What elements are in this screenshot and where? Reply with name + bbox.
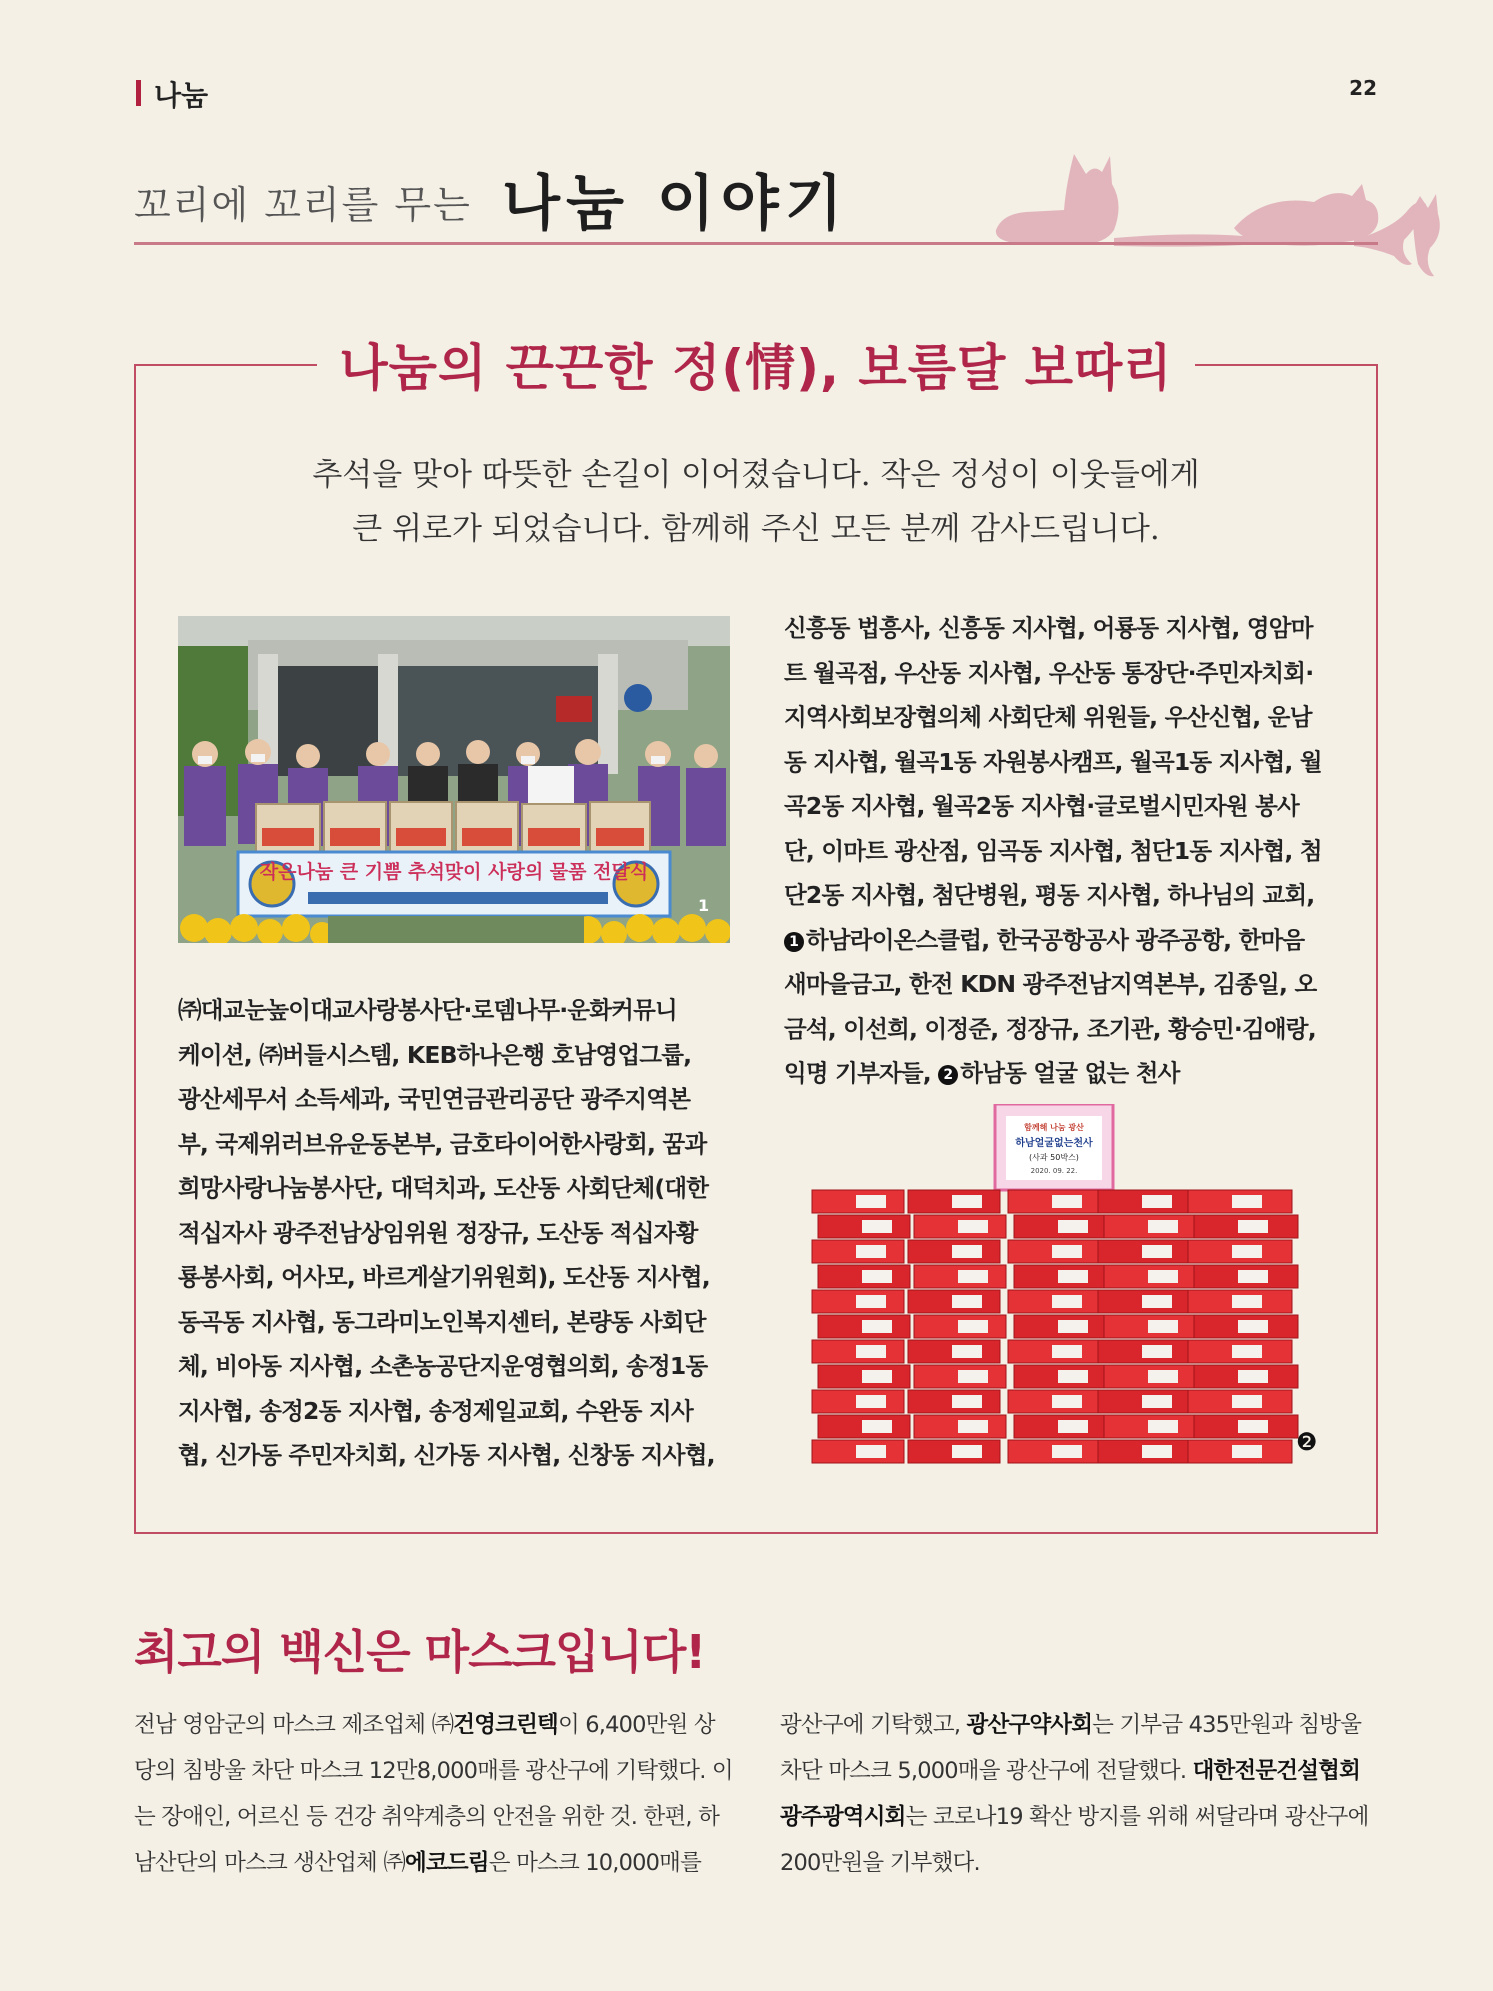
sign-line: 하남얼굴없는천사 — [1015, 1138, 1093, 1149]
donor-line — [784, 1051, 1340, 1096]
page-number: 22 — [1349, 76, 1377, 100]
article2-paragraph-right — [780, 1702, 1380, 1886]
apple-box — [908, 1440, 1000, 1463]
apple-box — [1014, 1265, 1106, 1288]
series-rule — [134, 242, 1378, 245]
apple-box — [812, 1390, 904, 1413]
apple-box — [908, 1290, 1000, 1313]
apple-box — [1008, 1440, 1100, 1463]
donor-line: 협, 신가동 주민자치회, 신가동 지사협, 신창동 지사협, — [178, 1441, 715, 1469]
photo-apple-boxes — [810, 1104, 1300, 1480]
apple-box — [1098, 1390, 1190, 1413]
apple-box — [1104, 1215, 1196, 1238]
intro-line-1: 추석을 맞아 따뜻한 손길이 이어졌습니다. 작은 정성이 이웃들에게 — [312, 457, 1200, 493]
article1-title: 나눔의 끈끈한 정(情), 보름달 보따리 — [317, 328, 1194, 400]
apple-box — [914, 1265, 1006, 1288]
apple-box — [908, 1390, 1000, 1413]
apple-box — [1014, 1315, 1106, 1338]
apple-box — [1188, 1390, 1292, 1413]
donor-list-right — [784, 606, 1340, 1096]
apple-box — [812, 1190, 904, 1213]
apple-box — [1194, 1415, 1298, 1438]
apple-box — [818, 1265, 910, 1288]
banner-text: 작은나눔 큰 기쁨 추석맞이 사랑의 물품 전달식 — [259, 861, 649, 883]
donor-line: 지사협, 송정2동 지사협, 송정제일교회, 수완동 지사 — [178, 1396, 693, 1425]
apple-box — [818, 1415, 910, 1438]
series-header — [134, 156, 1378, 286]
donor-list-left — [178, 988, 738, 1478]
article1-title-wrap — [136, 328, 1376, 400]
apple-box — [914, 1215, 1006, 1238]
apple-box — [1194, 1315, 1298, 1338]
apple-box — [1008, 1290, 1100, 1313]
apple-boxes-image — [810, 1104, 1300, 1480]
article1-intro — [136, 448, 1376, 556]
para-bold: 대한전문건설협회 광주광역시회 — [780, 1758, 1361, 1830]
apple-box — [1194, 1215, 1298, 1238]
apple-box — [1188, 1190, 1292, 1213]
section-bar-icon — [136, 80, 141, 106]
apple-box — [908, 1340, 1000, 1363]
circled-number-icon: 2 — [938, 1065, 958, 1085]
apple-box — [1008, 1240, 1100, 1263]
apple-box — [818, 1365, 910, 1388]
donor-line-text: 익명 기부자들, — [784, 1059, 939, 1087]
apple-box — [1104, 1315, 1196, 1338]
ceremony-photo-image — [178, 616, 730, 943]
para-text: 이 6,400만원 상당의 침방울 차단 마스크 12만8,000매를 광산구에 기탁했다. 이는 장애인, 어르신 등 건강 취약계층의 안전을 위한 것. 한편, 하남산단의 마스크 생산업체 ㈜ — [134, 1712, 733, 1876]
apple-box — [1098, 1190, 1190, 1213]
apple-box — [908, 1190, 1000, 1213]
apple-box — [1098, 1340, 1190, 1363]
intro-line-2: 큰 위로가 되었습니다. 함께해 주신 모든 분께 감사드립니다. — [352, 511, 1160, 547]
donor-line: 단2동 지사협, 첨단병원, 평동 지사협, 하나님의 교회, — [784, 881, 1315, 909]
apple-box — [1104, 1365, 1196, 1388]
section-label: 나눔 — [154, 79, 209, 112]
para-bold: 광산구약사회 — [966, 1712, 1093, 1738]
apple-box — [1008, 1340, 1100, 1363]
photo1-number: 1 — [698, 896, 710, 915]
donor-line-text: 하남동 얼굴 없는 천사 — [960, 1059, 1180, 1087]
apple-box — [914, 1315, 1006, 1338]
apple-box — [1188, 1240, 1292, 1263]
donor-line: 지역사회보장협의체 사회단체 위원들, 우산신협, 운남 — [784, 703, 1312, 731]
para-text: 는 기부금 435만원과 침방울 차단 마스크 5,000매을 광산구에 전달했다. — [780, 1712, 1362, 1784]
para-bold: 건영크린텍 — [453, 1712, 558, 1738]
article2-title: 최고의 백신은 마스크입니다! — [134, 1625, 706, 1679]
apple-box — [1188, 1340, 1292, 1363]
article2-paragraph-left — [134, 1702, 734, 1886]
para-bold: 에코드림 — [405, 1850, 489, 1876]
para-text: 는 코로나19 확산 방지를 위해 써달라며 광산구에 200만원을 기부했다. — [780, 1804, 1369, 1876]
apple-box — [1098, 1290, 1190, 1313]
apple-box — [914, 1365, 1006, 1388]
apple-box — [1104, 1265, 1196, 1288]
donor-line: 동 지사협, 월곡1동 자원봉사캠프, 월곡1동 지사협, 월 — [784, 747, 1322, 776]
donor-line: 케이션, ㈜버들시스템, KEB하나은행 호남영업그룹, — [178, 1040, 692, 1069]
apple-box — [812, 1440, 904, 1463]
apple-box — [1194, 1265, 1298, 1288]
donor-line: 광산세무서 소득세과, 국민연금관리공단 광주지역본 — [178, 1085, 691, 1113]
donor-line: 룡봉사회, 어사모, 바르게살기위원회), 도산동 지사협, — [178, 1263, 710, 1291]
apple-box — [818, 1215, 910, 1238]
circled-number-icon: 1 — [784, 932, 804, 952]
apple-box — [914, 1415, 1006, 1438]
donor-line: 부, 국제위러브유운동본부, 금호타이어한사랑회, 꿈과 — [178, 1129, 707, 1158]
sign-line: 2020. 09. 22. — [1030, 1167, 1078, 1175]
apple-box — [818, 1315, 910, 1338]
apple-box — [1008, 1190, 1100, 1213]
apple-box — [1014, 1215, 1106, 1238]
para-text: 광산구에 기탁했고, — [780, 1712, 967, 1738]
donor-line: 체, 비아동 지사협, 소촌농공단지운영협의회, 송정1동 — [178, 1352, 708, 1380]
donor-line: 희망사랑나눔봉사단, 대덕치과, 도산동 사회단체(대한 — [178, 1174, 709, 1202]
series-subtitle: 꼬리에 꼬리를 무는 — [134, 183, 472, 227]
para-text: 은 마스크 10,000매를 — [488, 1850, 702, 1876]
donor-line: 새마을금고, 한전 KDN 광주전남지역본부, 김종일, 오 — [784, 970, 1317, 998]
apple-box — [1194, 1365, 1298, 1388]
apple-box — [812, 1340, 904, 1363]
apple-box — [1104, 1415, 1196, 1438]
donor-line: 신흥동 법흥사, 신흥동 지사협, 어룡동 지사협, 영암마 — [784, 614, 1313, 642]
apple-box — [1098, 1440, 1190, 1463]
sign-line: (사과 50박스) — [1029, 1153, 1079, 1162]
photo2-number: ❷ — [1296, 1428, 1318, 1456]
donor-line-text: 하남라이온스클럽, 한국공항공사 광주공항, 한마음 — [806, 925, 1305, 954]
cat-silhouette-icon — [934, 144, 1454, 284]
apple-box — [1098, 1240, 1190, 1263]
donor-line: 트 월곡점, 우산동 지사협, 우산동 통장단·주민자치회· — [784, 658, 1314, 687]
donor-line: 단, 이마트 광산점, 임곡동 지사협, 첨단1동 지사협, 첨 — [784, 836, 1322, 865]
apple-box — [1014, 1365, 1106, 1388]
donor-line: 금석, 이선희, 이정준, 정장규, 조기관, 황승민·김애랑, — [784, 1014, 1316, 1043]
series-title: 나눔 이야기 — [502, 169, 849, 239]
apple-box — [1008, 1390, 1100, 1413]
apple-box — [812, 1240, 904, 1263]
para-text: 전남 영암군의 마스크 제조업체 ㈜ — [134, 1712, 454, 1738]
donor-line — [784, 918, 1340, 963]
donor-line: ㈜대교눈높이대교사랑봉사단·로뎀나무·운화커뮤니 — [178, 996, 677, 1024]
apple-box — [812, 1290, 904, 1313]
apple-box — [908, 1240, 1000, 1263]
donor-line: 적십자사 광주전남상임위원 정장규, 도산동 적십자황 — [178, 1218, 698, 1247]
photo-ceremony — [178, 616, 730, 943]
donor-line: 동곡동 지사협, 동그라미노인복지센터, 본량동 사회단 — [178, 1307, 706, 1336]
apple-box — [1188, 1440, 1292, 1463]
apple-box — [1014, 1415, 1106, 1438]
apple-box — [1188, 1290, 1292, 1313]
donor-line: 곡2동 지사협, 월곡2동 지사협·글로벌시민자원 봉사 — [784, 792, 1299, 820]
sign-line: 함께해 나눔 광산 — [1024, 1123, 1084, 1132]
